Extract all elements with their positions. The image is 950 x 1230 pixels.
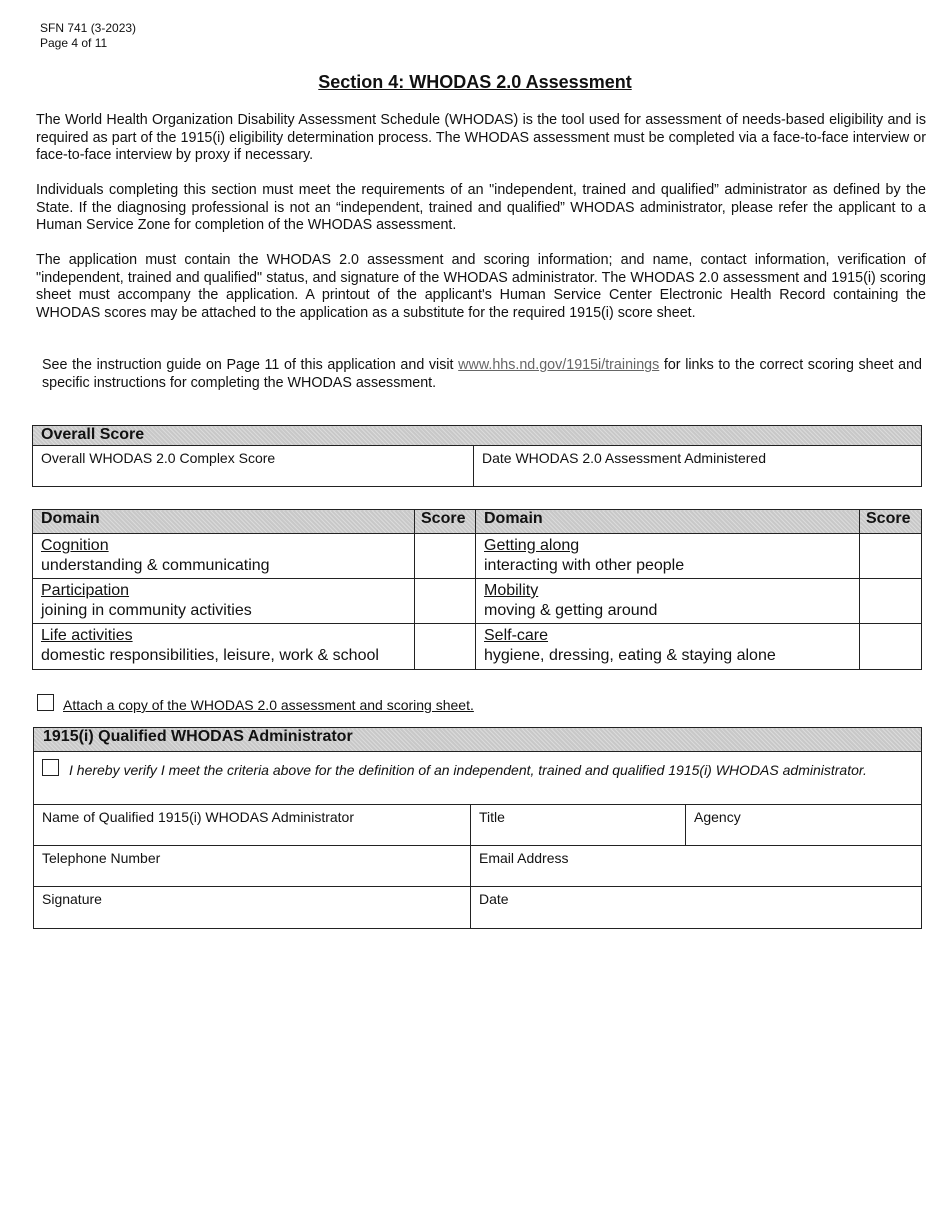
score-mobility[interactable]: [860, 579, 922, 624]
complex-score-label: Overall WHODAS 2.0 Complex Score: [41, 450, 276, 466]
paragraph-whodas-intro: The World Health Organization Disability Assessment Schedule (WHODAS) is the tool used for assessment of needs-based eligibility and is required as part of the 1915(i) eligibility determination process. The WHODAS assessment must be completed via a face-to-face interview or face-to-face interview by proxy if necessary.: [36, 112, 926, 163]
domain-description: interacting with other people: [484, 557, 685, 574]
instructions-text: See the instruction guide on Page 11 of this application and visit: [42, 357, 459, 373]
domain-description: moving & getting around: [484, 602, 658, 619]
administrator-name-label: Name of Qualified 1915(i) WHODAS Administrator: [42, 809, 354, 825]
administrator-name-field[interactable]: [34, 805, 471, 846]
administrator-header: 1915(i) Qualified WHODAS Administrator: [34, 728, 922, 752]
signature-field[interactable]: [34, 887, 471, 929]
date-field[interactable]: [471, 887, 922, 929]
assessment-date-field[interactable]: [474, 446, 922, 487]
domain-score-table: [32, 509, 922, 670]
domain-name: Participation: [41, 582, 130, 599]
domain-description: joining in community activities: [41, 602, 252, 619]
instructions-text-end: for links to the correct scoring sheet and specific instructions for completing the WHODAS assessment.: [42, 357, 922, 391]
page-number: Page 4 of 11: [40, 36, 108, 50]
administrator-title-field[interactable]: [471, 805, 686, 846]
score-cognition[interactable]: [415, 534, 476, 579]
administrator-table: [33, 727, 922, 929]
domain-description: hygiene, dressing, eating & staying alone: [484, 647, 776, 664]
administrator-agency-label: Agency: [694, 809, 741, 825]
telephone-field[interactable]: [34, 846, 471, 887]
signature-label: Signature: [42, 891, 102, 907]
domain-participation: [33, 579, 415, 624]
score-life-activities[interactable]: [415, 624, 476, 670]
telephone-label: Telephone Number: [42, 850, 161, 866]
score-self-care[interactable]: [860, 624, 922, 670]
verify-row: [34, 752, 922, 805]
attach-copy-row: [37, 694, 474, 713]
attach-copy-label: Attach a copy of the WHODAS 2.0 assessment and scoring sheet.: [63, 697, 474, 713]
domain-getting-along: [476, 534, 860, 579]
trainings-link[interactable]: www.hhs.nd.gov/1915i/trainings: [458, 357, 660, 373]
assessment-date-label: Date WHODAS 2.0 Assessment Administered: [482, 450, 766, 466]
domain-cognition: [33, 534, 415, 579]
form-id: SFN 741 (3-2023): [40, 21, 137, 35]
email-field[interactable]: [471, 846, 922, 887]
domain-name: Self-care: [484, 627, 549, 644]
domain-description: domestic responsibilities, leisure, work & school: [41, 647, 379, 664]
score-column-header-right: Score: [860, 510, 922, 534]
paragraph-instructions: [42, 357, 922, 392]
score-participation[interactable]: [415, 579, 476, 624]
overall-score-table: [32, 425, 922, 487]
overall-score-header: Overall Score: [33, 426, 922, 446]
verify-checkbox[interactable]: [42, 759, 59, 776]
email-label: Email Address: [479, 850, 569, 866]
domain-self-care: [476, 624, 860, 670]
attach-copy-checkbox[interactable]: [37, 694, 54, 711]
verify-statement: I hereby verify I meet the criteria above for the definition of an independent, trained and qualified 1915(i) WHODAS administrator.: [69, 762, 867, 778]
domain-name: Mobility: [484, 582, 539, 599]
domain-description: understanding & communicating: [41, 557, 270, 574]
domain-life-activities: [33, 624, 415, 670]
table-row: [33, 624, 922, 670]
table-row: [33, 534, 922, 579]
complex-score-field[interactable]: [33, 446, 474, 487]
domain-column-header: Domain: [33, 510, 415, 534]
domain-mobility: [476, 579, 860, 624]
domain-name: Cognition: [41, 537, 109, 554]
table-row: [33, 579, 922, 624]
administrator-agency-field[interactable]: [686, 805, 922, 846]
administrator-title-label: Title: [479, 809, 505, 825]
paragraph-application-contents: The application must contain the WHODAS 2.0 assessment and scoring information; and name, contact information, verification of "independent, trained and qualified" status, and signature of the WHODAS administrator. The WHODAS 2.0 assessment and 1915(i) scoring sheet must accompany the application. A printout of the applicant's Human Service Center Electronic Health Record containing the WHODAS scores may be attached to the application as a substitute for the required 1915(i) score sheet.: [36, 252, 926, 321]
score-getting-along[interactable]: [860, 534, 922, 579]
paragraph-administrator-requirements: Individuals completing this section must meet the requirements of an "independent, trained and qualified” administrator as defined by the State. If the diagnosing professional is not an “independent, trained and qualified” WHODAS administrator, please refer the applicant to a Human Service Zone for completion of the WHODAS assessment.: [36, 182, 926, 233]
domain-name: Getting along: [484, 537, 580, 554]
domain-column-header-right: Domain: [476, 510, 860, 534]
date-label: Date: [479, 891, 509, 907]
form-header: [40, 21, 136, 51]
score-column-header: Score: [415, 510, 476, 534]
domain-name: Life activities: [41, 627, 133, 644]
section-title: Section 4: WHODAS 2.0 Assessment: [318, 72, 632, 92]
